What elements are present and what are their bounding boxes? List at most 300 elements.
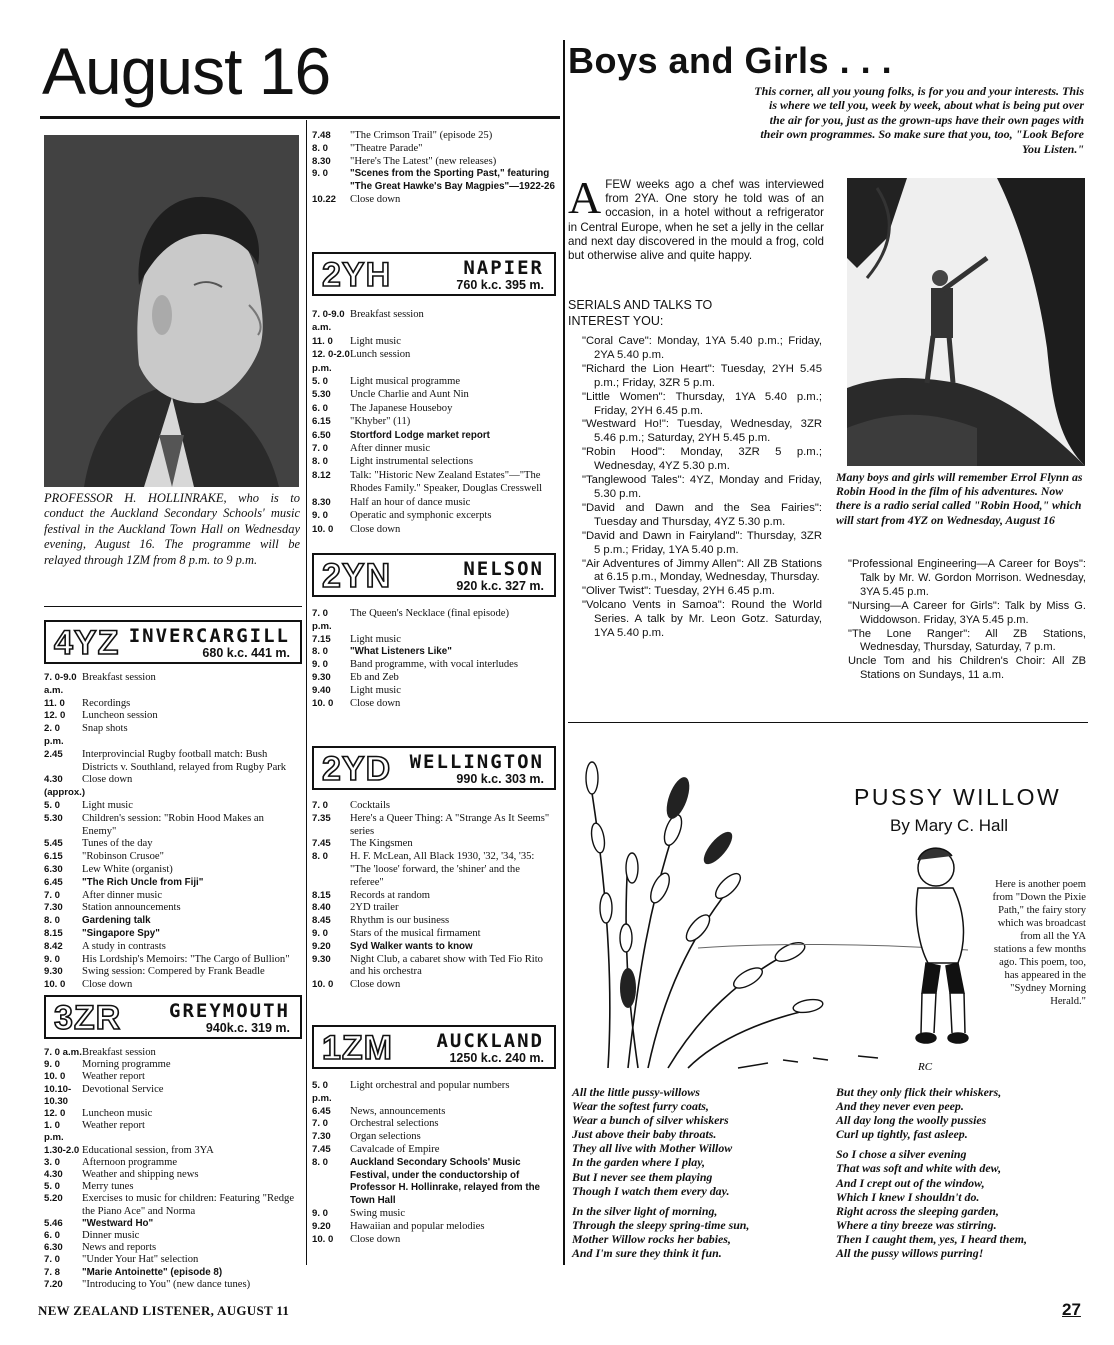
- schedule-row: [312, 130, 556, 143]
- poem-line: Wear the softest furry coats,: [572, 1099, 709, 1114]
- schedule-item: [85, 787, 300, 800]
- station-logo: 1ZM: [322, 1029, 393, 1067]
- caption-rule: [44, 606, 302, 607]
- schedule-item: Exercises to music for children: Featuring "Redge the Piano Ace" and Norma: [82, 1193, 295, 1217]
- schedule-time: 9.30: [44, 966, 63, 978]
- station-header-2yd: [312, 746, 556, 790]
- schedule-time: 9. 0: [44, 1059, 61, 1071]
- poem-stanza: [836, 1147, 1086, 1260]
- schedule-row: [312, 523, 556, 536]
- poem-line: Right across the sleeping garden,: [836, 1203, 999, 1218]
- schedule-item: Station announcements: [82, 902, 181, 914]
- schedule-row: [312, 1157, 556, 1208]
- schedule-row: [44, 915, 300, 928]
- schedule-time: 8.30: [312, 155, 331, 167]
- schedule-item: "What Listeners Like": [350, 646, 452, 658]
- schedule-item: Children's session: "Robin Hood Makes an Enemy": [82, 812, 264, 837]
- schedule-item: Breakfast session: [82, 1047, 156, 1058]
- schedule-item: Cavalcade of Empire: [350, 1143, 440, 1155]
- poem-line: Wear a bunch of silver whiskers: [572, 1113, 729, 1128]
- schedule-time: 12. 0: [44, 710, 66, 722]
- serial-item: "Oliver Twist": Tuesday, 2YH 6.45 p.m.: [582, 585, 775, 598]
- schedule-time: 7. 0: [312, 443, 329, 455]
- schedule-row: [44, 966, 300, 979]
- schedule-row: [44, 1193, 300, 1217]
- schedule-time: 7.20: [44, 1278, 63, 1290]
- schedule-row: [312, 608, 556, 634]
- poem-line: And I crept out of the window,: [836, 1175, 985, 1190]
- page-number: 27: [1062, 1300, 1081, 1319]
- schedule-item: Night Club, a cabaret show with Ted Fio Rito and his orchestra: [350, 953, 543, 978]
- schedule-item: Afternoon programme: [82, 1156, 178, 1168]
- schedule-time: 9. 0: [312, 168, 329, 180]
- schedule-time: 7. 0: [312, 1118, 329, 1130]
- schedule-time: 8.45: [312, 915, 331, 927]
- schedule-row: [312, 838, 556, 851]
- schedule-row: [312, 1106, 556, 1119]
- schedule-time: 9.20: [312, 940, 331, 952]
- schedule-item: News, announcements: [350, 1105, 446, 1117]
- schedule-row: [312, 915, 556, 928]
- schedule-row: [44, 902, 300, 915]
- poem-stanza: [572, 1204, 812, 1260]
- schedule-time: 1. 0 p.m.: [44, 1120, 64, 1144]
- schedule-item: Weather report: [82, 1071, 145, 1083]
- schedule-item: Rhythm is our business: [350, 915, 450, 927]
- schedule-item: Light music: [350, 684, 401, 696]
- poem-line: And I'm sure they think it fun.: [572, 1246, 722, 1261]
- poem-line: Just above their baby throats.: [572, 1127, 717, 1142]
- poem-note: Here is another poem from "Down the Pixie Path," the fairy story which was broadcast from all the YA stations a few months ago. This poem, too, has appeared in the "Sydney Morning Herald.": [992, 879, 1086, 1007]
- schedule-time: 4.30: [44, 774, 63, 786]
- schedule-time: 9.40: [312, 684, 331, 696]
- schedule-item: "Theatre Parade": [350, 142, 423, 154]
- schedule-time: 11. 0: [44, 697, 65, 709]
- schedule-item: Light instrumental selections: [350, 456, 473, 468]
- schedule-row: [312, 954, 556, 980]
- schedule-time: 10.22: [312, 193, 337, 205]
- schedule-time: 8. 0: [312, 142, 329, 154]
- schedule-row: [312, 375, 556, 388]
- schedule-item: Close down: [82, 774, 133, 786]
- schedule-item: Merry tunes: [82, 1181, 134, 1193]
- schedule-time: 6.15: [312, 416, 331, 428]
- schedule-time: 5.45: [44, 838, 63, 850]
- station-header-2yh: [312, 252, 556, 296]
- schedule-time: 10. 0: [312, 697, 334, 709]
- schedule-time: 6.30: [44, 863, 63, 875]
- schedule-time: 7.30: [44, 902, 63, 914]
- portrait-photo: [44, 135, 299, 487]
- schedule-row: [312, 979, 556, 992]
- schedule-time: 6. 0: [312, 402, 329, 414]
- station-header-1zm: [312, 1025, 556, 1069]
- title-rule: [40, 116, 560, 119]
- schedule-item: 2YD trailer: [350, 902, 399, 914]
- schedule-item: The Japanese Houseboy: [350, 402, 453, 414]
- schedule-time: 10. 0: [312, 979, 334, 991]
- schedule-time: 5.30: [312, 389, 331, 401]
- column-rule: [306, 120, 307, 1265]
- schedule-row: [44, 787, 300, 800]
- schedule-item: Swing music: [350, 1207, 406, 1219]
- schedule-item: "The Rich Uncle from Fiji": [82, 876, 204, 888]
- schedule-row: [312, 415, 556, 428]
- schedule-row: [44, 954, 300, 967]
- serial-item: "Air Adventures of Jimmy Allen": All ZB Stations at 6.15 p.m., Monday, Wednesday, Thursday.: [582, 557, 822, 584]
- schedule-item: "Westward Ho": [82, 1217, 154, 1229]
- schedule-item: Stortford Lodge market report: [350, 429, 490, 441]
- boys-and-girls-intro: This corner, all you young folks, is for you and your interests. This is where we tell you, week by week, about what is being put over the air for you, just as the grown-ups have their own pages with their own programmes. So make sure that you, too, "Look Before You Listen.": [754, 84, 1084, 156]
- poem-line: Curl up tightly, fast asleep.: [836, 1127, 968, 1142]
- schedule-row: [44, 1267, 300, 1279]
- station-frequency: 920 k.c. 327 m.: [456, 579, 544, 593]
- schedule-row: [312, 1234, 556, 1247]
- schedule-row: [44, 851, 300, 864]
- serial-item: "Nursing—A Career for Girls": Talk by Miss G. Widdowson. Friday, 3YA 5.45 p.m.: [848, 599, 1086, 626]
- schedule-row: [312, 902, 556, 915]
- footer-publication: NEW ZEALAND LISTENER, AUGUST 11: [38, 1303, 290, 1318]
- section-rule: [568, 722, 1088, 723]
- schedule-row: [44, 864, 300, 877]
- schedule-item: Light music: [350, 335, 401, 347]
- schedule-time: 8. 0: [312, 1156, 329, 1168]
- schedule-row: [312, 1144, 556, 1157]
- poem-stanza: [836, 1085, 1086, 1141]
- schedule-time: 6.15: [44, 851, 63, 863]
- schedule-row: [44, 890, 300, 903]
- schedule-item: Luncheon music: [82, 1108, 153, 1120]
- station-header-2yn: [312, 553, 556, 597]
- schedule-row: [44, 1181, 300, 1193]
- schedule-item: Close down: [350, 1233, 401, 1245]
- schedule-1zm: [312, 1080, 556, 1246]
- serial-item: "Robin Hood": Monday, 3ZR 5 p.m.; Wednesday, 4YZ 5.30 p.m.: [582, 446, 822, 473]
- poem-line: Though I watch them every day.: [572, 1183, 730, 1198]
- schedule-row: [44, 1084, 300, 1108]
- schedule-time: 9. 0: [312, 659, 329, 671]
- schedule-row: [44, 1254, 300, 1266]
- schedule-time: 9.20: [312, 1220, 331, 1232]
- serial-item: "Tanglewood Tales": 4YZ, Monday and Friday, 5.30 p.m.: [582, 474, 822, 500]
- schedule-time: 8.30: [312, 496, 331, 508]
- schedule-time: 8.12: [312, 469, 331, 481]
- schedule-item: Light orchestral and popular numbers: [350, 1080, 510, 1091]
- schedule-row: [44, 1059, 300, 1071]
- schedule-time: 7. 0-9.0 a.m.: [44, 672, 77, 696]
- schedule-row: [44, 838, 300, 851]
- schedule-item: "Robinson Crusoe": [82, 851, 164, 863]
- poem-line: Through the sleepy spring-time sun,: [572, 1217, 750, 1232]
- serial-item: "David and Dawn and the Sea Fairies": Tuesday and Thursday, 4YZ 5.30 p.m.: [582, 501, 822, 528]
- schedule-time: 7.15: [312, 633, 331, 645]
- schedule-row: [312, 1080, 556, 1106]
- schedule-item: Light music: [350, 633, 401, 645]
- schedule-row: [44, 710, 300, 723]
- schedule-item: Light music: [82, 799, 133, 811]
- schedule-row: [44, 1218, 300, 1230]
- schedule-row: [44, 723, 300, 749]
- schedule-item: Snap shots: [82, 723, 128, 735]
- column-rule: [563, 40, 565, 1265]
- schedule-row: [44, 1145, 300, 1157]
- poem-line: But they only flick their whiskers,: [836, 1085, 1002, 1099]
- schedule-time: 10. 0: [312, 1233, 334, 1245]
- schedule-row: [44, 1242, 300, 1254]
- schedule-time: (approx.): [44, 787, 86, 799]
- schedule-item: A study in contrasts: [82, 940, 166, 952]
- chef-article: [568, 172, 824, 263]
- station-city: NELSON: [463, 558, 544, 580]
- poem-left-column: [572, 1085, 812, 1266]
- schedule-row: [312, 659, 556, 672]
- schedule-2yh: [312, 308, 556, 536]
- poem-line: So I chose a silver evening: [836, 1147, 967, 1162]
- schedule-time: 6.45: [312, 1105, 331, 1117]
- schedule-item: Luncheon session: [82, 710, 158, 722]
- schedule-row: [44, 1047, 300, 1059]
- schedule-item: Dinner music: [82, 1230, 140, 1242]
- schedule-item: "Scenes from the Sporting Past," featuring "The Great Hawke's Bay Magpies"—1922-26: [350, 168, 555, 193]
- schedule-row: [312, 429, 556, 442]
- schedule-time: 8. 0: [312, 456, 329, 468]
- schedule-time: 10. 0: [44, 1071, 66, 1083]
- schedule-time: 2. 0 p.m.: [44, 723, 64, 747]
- schedule-time: 7.45: [312, 838, 331, 850]
- schedule-time: 9. 0: [312, 1207, 329, 1219]
- schedule-row: [44, 800, 300, 813]
- schedule-row: [312, 672, 556, 685]
- schedule-time: 6.50: [312, 429, 331, 441]
- drop-cap: A: [568, 172, 602, 223]
- schedule-item: Interprovincial Rugby football match: Bush Districts v. Southland, relayed from Rugby Park: [82, 748, 287, 773]
- poem-line: All day long the woolly pussies: [836, 1113, 987, 1128]
- poem-line: In the garden where I play,: [572, 1155, 706, 1170]
- schedule-item: Gardening talk: [82, 915, 151, 927]
- station-logo: 2YN: [322, 557, 392, 595]
- schedule-time: 9. 0: [312, 927, 329, 939]
- poem-line: Then I caught them, yes, I heard them,: [836, 1231, 1027, 1246]
- schedule-row: [44, 1169, 300, 1181]
- schedule-time: 1.30-2.0: [44, 1144, 80, 1156]
- schedule-item: "Introducing to You" (new dance tunes): [82, 1278, 251, 1290]
- schedule-row: [312, 646, 556, 659]
- schedule-row: [312, 348, 556, 375]
- schedule-row: [312, 496, 556, 509]
- schedule-row: [312, 168, 556, 194]
- poem-line: All the little pussy-willows: [572, 1085, 700, 1099]
- station-city: GREYMOUTH: [169, 1000, 290, 1022]
- schedule-time: 7.48: [312, 130, 331, 141]
- schedule-time: 9. 0: [44, 953, 61, 965]
- schedule-4yz: [44, 672, 300, 992]
- schedule-item: Weather report: [82, 1120, 145, 1132]
- schedule-row: [312, 941, 556, 954]
- poem-author: By Mary C. Hall: [890, 816, 1009, 835]
- schedule-item: Half an hour of dance music: [350, 496, 471, 508]
- schedule-row: [312, 442, 556, 455]
- poem-line: In the silver light of morning,: [572, 1203, 718, 1218]
- robin-hood-photo: [847, 178, 1085, 466]
- photo-caption: Many boys and girls will remember Errol Flynn as Robin Hood in the film of his adventures. Now there is a radio serial called "Robin Hood," which will start from 4YZ on Wednesday, August 16: [836, 470, 1083, 527]
- schedule-time: 7. 0-9.0 a.m.: [312, 309, 345, 334]
- station-logo: 3ZR: [54, 999, 122, 1037]
- station-frequency: 680 k.c. 441 m.: [202, 646, 290, 660]
- schedule-item: "Here's The Latest" (new releases): [350, 155, 497, 167]
- schedule-row: [44, 774, 300, 787]
- portrait-caption: PROFESSOR H. HOLLINRAKE, who is to conduct the Auckland Secondary Schools' music festival in the Auckland Town Hall on Wednesday evening, August 16. The programme will be relayed through 1ZM from 8 p.m. to 9 p.m.: [44, 491, 300, 567]
- schedule-time: 7. 0: [312, 800, 329, 811]
- schedule-item: Swing session: Compered by Frank Beadle: [82, 966, 265, 978]
- schedule-3zr: [44, 1047, 300, 1291]
- schedule-row: [312, 143, 556, 156]
- schedule-item: After dinner music: [82, 889, 163, 901]
- article-text: FEW weeks ago a chef was interviewed from 2YA. One story he told was of an occasion, in a hotel without a refrigerator in Central Europe, when he set a jelly in the cellar and next day discovered in the mould a frog, cold but otherwise alive and quite happy.: [568, 178, 824, 263]
- schedule-row: [44, 1157, 300, 1169]
- schedule-row: [44, 1230, 300, 1242]
- schedule-item: Weather and shipping news: [82, 1169, 199, 1181]
- schedule-item: Uncle Charlie and Aunt Nin: [350, 389, 469, 401]
- schedule-row: [312, 388, 556, 401]
- schedule-continued: [312, 130, 556, 207]
- schedule-row: [312, 685, 556, 698]
- schedule-row: [312, 194, 556, 207]
- schedule-item: "Khyber" (11): [350, 416, 411, 428]
- schedule-item: Devotional Service: [82, 1083, 164, 1095]
- schedule-row: [312, 890, 556, 903]
- schedule-time: 10. 0: [44, 979, 66, 991]
- station-logo: 4YZ: [54, 624, 120, 662]
- schedule-row: [312, 156, 556, 169]
- poem-title: PUSSY WILLOW: [854, 784, 1062, 810]
- schedule-time: 5.20: [44, 1193, 63, 1205]
- schedule-row: [44, 749, 300, 775]
- schedule-row: [44, 877, 300, 890]
- schedule-2yd: [312, 800, 556, 992]
- schedule-time: 7.30: [312, 1131, 331, 1143]
- boys-and-girls-title: Boys and Girls . . .: [568, 40, 893, 81]
- station-city: WELLINGTON: [409, 751, 544, 773]
- schedule-item: "The Crimson Trail" (episode 25): [350, 130, 493, 141]
- schedule-item: H. F. McLean, All Black 1930, '32, '34, '35: "The 'loose' forward, the 'shiner' and the referee": [350, 851, 535, 888]
- station-header-4yz: [44, 620, 302, 664]
- schedule-time: 9. 0: [312, 510, 329, 522]
- serial-item: "Westward Ho!": Tuesday, Wednesday, 3ZR 5.46 p.m.; Saturday, 2YH 5.45 p.m.: [582, 418, 822, 445]
- serial-item: "The Lone Ranger": All ZB Stations, Wednesday, Thursday, Saturday, 7 p.m.: [848, 627, 1086, 654]
- schedule-row: [44, 1279, 300, 1291]
- schedule-time: 10.10-10.30: [44, 1083, 72, 1107]
- schedule-time: 8.40: [312, 902, 331, 914]
- poem-line: Where a tiny breeze was stirring.: [836, 1217, 997, 1232]
- schedule-time: 8. 0: [312, 646, 329, 658]
- schedule-row: [44, 928, 300, 941]
- poem-line: Mother Willow rocks her babies,: [572, 1231, 731, 1246]
- schedule-time: 8. 0: [312, 851, 329, 863]
- serial-item: Uncle Tom and his Children's Choir: All ZB Stations on Sundays, 11 a.m.: [848, 655, 1086, 682]
- station-logo: 2YH: [322, 256, 392, 294]
- schedule-time: 4.30: [44, 1169, 63, 1181]
- schedule-time: 5. 0: [312, 376, 329, 388]
- schedule-item: Auckland Secondary Schools' Music Festival, under the conductorship of Professor H. Hollinrake, relayed from the Town Hall: [350, 1156, 541, 1207]
- schedule-time: 9.30: [312, 671, 331, 683]
- schedule-row: [44, 698, 300, 711]
- schedule-item: Close down: [350, 979, 401, 991]
- schedule-item: "Marie Antoinette" (episode 8): [82, 1266, 223, 1278]
- schedule-item: Breakfast session: [350, 309, 424, 320]
- schedule-item: News and reports: [82, 1242, 157, 1254]
- schedule-row: [312, 813, 556, 839]
- schedule-time: 10. 0: [312, 523, 334, 535]
- schedule-item: Close down: [350, 697, 401, 709]
- station-frequency: 990 k.c. 303 m.: [456, 772, 544, 786]
- poem-line: All the pussy willows purring!: [836, 1246, 984, 1261]
- schedule-item: Hawaiian and popular melodies: [350, 1220, 485, 1232]
- schedule-2yn: [312, 608, 556, 710]
- schedule-item: Cocktails: [350, 800, 391, 811]
- schedule-item: Orchestral selections: [350, 1118, 439, 1130]
- schedule-row: [312, 509, 556, 522]
- schedule-time: 7. 0 p.m.: [312, 608, 332, 632]
- station-header-3zr: [44, 995, 302, 1039]
- schedule-row: [312, 928, 556, 941]
- schedule-time: 7. 0: [44, 889, 61, 901]
- schedule-row: [44, 1108, 300, 1120]
- schedule-row: [312, 469, 556, 496]
- schedule-item: Talk: "Historic New Zealand Estates"—"The Rhodes Family." Speaker, Douglas Cresswell: [350, 469, 543, 495]
- schedule-item: Lunch session: [350, 349, 411, 361]
- serial-item: "Professional Engineering—A Career for Boys": Talk by Mr. W. Gordon Morrison. Wednesday, 3YA 5.45 p.m.: [848, 558, 1086, 598]
- schedule-row: [44, 672, 300, 698]
- station-city: AUCKLAND: [436, 1030, 544, 1052]
- schedule-item: His Lordship's Memoirs: "The Cargo of Bullion": [82, 953, 290, 965]
- schedule-item: Tunes of the day: [82, 838, 153, 850]
- schedule-time: 6. 0: [44, 1230, 61, 1242]
- serial-item: "Richard the Lion Heart": Tuesday, 2YH 5.45 p.m.; Friday, 3ZR 5 p.m.: [582, 362, 822, 389]
- schedule-item: The Kingsmen: [350, 838, 413, 850]
- serials-list: [582, 335, 822, 641]
- schedule-item: Breakfast session: [82, 672, 156, 683]
- serials-heading: SERIALS AND TALKS TO INTEREST YOU:: [568, 298, 713, 328]
- schedule-item: Stars of the musical firmament: [350, 927, 481, 939]
- station-frequency: 940k.c. 319 m.: [205, 1021, 290, 1035]
- station-frequency: 1250 k.c. 240 m.: [449, 1051, 544, 1065]
- schedule-row: [44, 979, 300, 992]
- schedule-time: 12. 0: [44, 1108, 66, 1120]
- serial-item: "David and Dawn in Fairyland": Thursday, 3ZR 5 p.m.; Friday, 1YA 5.40 p.m.: [582, 529, 822, 556]
- serial-item: "Little Women": Thursday, 1YA 5.40 p.m.; Friday, 2YH 6.45 p.m.: [582, 390, 822, 417]
- schedule-item: Light musical programme: [350, 376, 461, 388]
- schedule-row: [44, 813, 300, 839]
- schedule-row: [312, 698, 556, 711]
- schedule-item: Organ selections: [350, 1131, 421, 1143]
- schedule-time: 8. 0: [44, 915, 61, 927]
- schedule-time: 5. 0 p.m.: [312, 1080, 332, 1104]
- schedule-time: 7.35: [312, 812, 331, 824]
- serials-list-2: [848, 558, 1086, 683]
- schedule-time: 12. 0-2.0 p.m.: [312, 349, 350, 374]
- station-logo: 2YD: [322, 750, 392, 788]
- schedule-item: Band programme, with vocal interludes: [350, 659, 518, 671]
- schedule-row: [44, 941, 300, 954]
- schedule-item: Lew White (organist): [82, 863, 173, 875]
- schedule-row: [44, 1120, 300, 1144]
- schedule-time: 8.15: [44, 927, 63, 939]
- schedule-item: "Singapore Spy": [82, 927, 160, 939]
- poem-line: Which I knew I shouldn't do.: [836, 1189, 980, 1204]
- schedule-item: "Under Your Hat" selection: [82, 1254, 199, 1266]
- page-title: August 16: [42, 34, 331, 108]
- serial-item: "Coral Cave": Monday, 1YA 5.40 p.m.; Friday, 2YA 5.40 p.m.: [582, 335, 822, 361]
